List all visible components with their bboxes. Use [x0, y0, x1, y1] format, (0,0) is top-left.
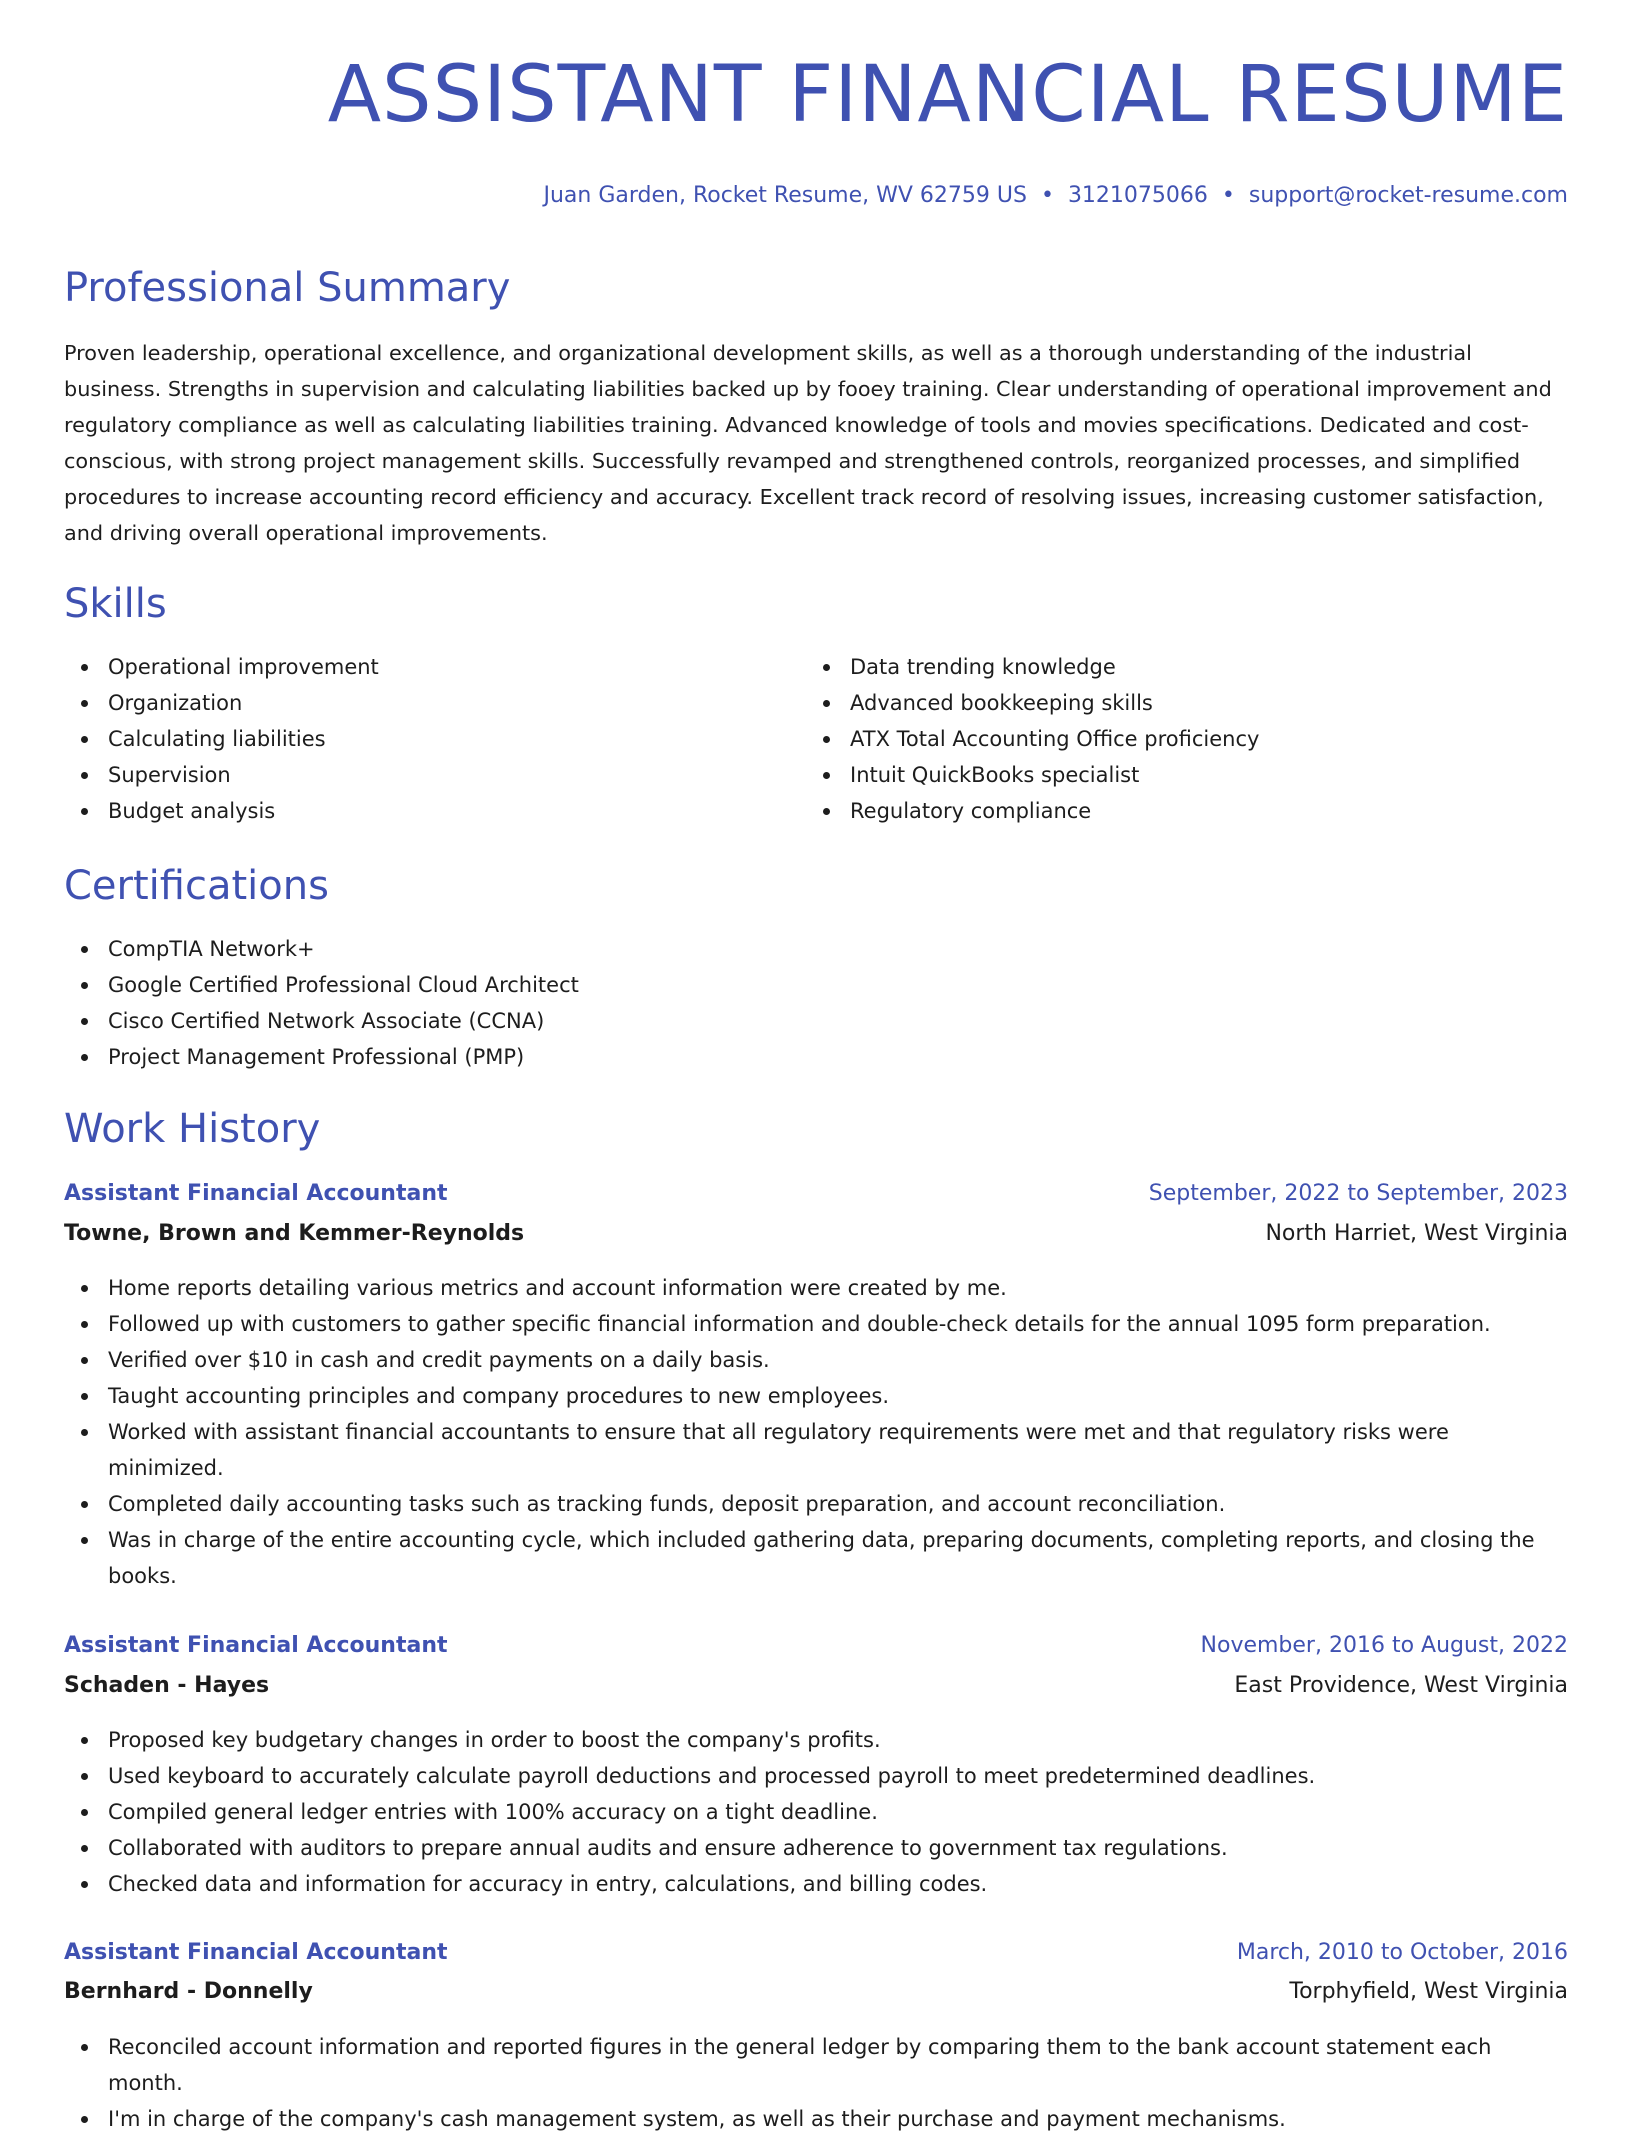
job-company: Schaden - Hayes [64, 1673, 270, 1698]
job-duty: Completed daily accounting tasks such as tracking funds, deposit preparation, and account reconciliation. [64, 1486, 1568, 1522]
skill-item: Advanced bookkeeping skills [806, 685, 1259, 721]
contact-address: Juan Garden, Rocket Resume, WV 62759 US [543, 183, 1027, 208]
work-history-heading: Work History [64, 1106, 321, 1152]
job-title: Assistant Financial Accountant [64, 1633, 448, 1658]
skill-item: Intuit QuickBooks specialist [806, 757, 1259, 793]
job-dates: November, 2016 to August, 2022 [1200, 1633, 1568, 1658]
certification-item: Cisco Certified Network Associate (CCNA) [64, 1003, 579, 1039]
contact-separator: • [1221, 183, 1235, 208]
skills-list-left [64, 649, 379, 829]
certification-item: CompTIA Network+ [64, 931, 579, 967]
skill-item: Supervision [64, 757, 379, 793]
resume-title: ASSISTANT FINANCIAL RESUME [327, 50, 1568, 140]
contact-email[interactable]: support@rocket-resume.com [1248, 183, 1568, 208]
certification-item: Project Management Professional (PMP) [64, 1039, 579, 1075]
job-location: North Harriet, West Virginia [1265, 1221, 1568, 1246]
job-duty: Followed up with customers to gather specific financial information and double-check details for the annual 1095 form preparation. [64, 1306, 1568, 1342]
skill-item: Regulatory compliance [806, 793, 1259, 829]
contact-phone[interactable]: 3121075066 [1067, 183, 1208, 208]
job-duty: Taught accounting principles and company procedures to new employees. [64, 1378, 1568, 1414]
job-duty: Checked data and information for accuracy in entry, calculations, and billing codes. [64, 1866, 1568, 1902]
job-duty: Home reports detailing various metrics and account information were created by me. [64, 1270, 1568, 1306]
certifications-heading: Certifications [64, 863, 329, 909]
job-location: Torphyfield, West Virginia [1289, 1979, 1568, 2004]
job-duties-list [64, 1270, 1568, 1594]
job-duty: I'm in charge of the company's cash management system, as well as their purchase and payment mechanisms. [64, 2101, 1568, 2137]
skill-item: ATX Total Accounting Office proficiency [806, 721, 1259, 757]
summary-heading: Professional Summary [64, 265, 511, 311]
certifications-list [64, 931, 579, 1075]
job-duty: Collaborated with auditors to prepare annual audits and ensure adherence to government tax regulations. [64, 1830, 1568, 1866]
job-company: Bernhard - Donnelly [64, 1979, 313, 2004]
job-duty: Proposed key budgetary changes in order to boost the company's profits. [64, 1722, 1568, 1758]
job-duty: Compiled general ledger entries with 100% accuracy on a tight deadline. [64, 1794, 1568, 1830]
job-duty: Worked with assistant financial accountants to ensure that all regulatory requirements were met and that regulatory risks were minimized. [64, 1414, 1568, 1486]
job-duty: Was in charge of the entire accounting cycle, which included gathering data, preparing documents, completing reports, and closing the books. [64, 1522, 1568, 1594]
skill-item: Data trending knowledge [806, 649, 1259, 685]
skill-item: Organization [64, 685, 379, 721]
skills-list-right [806, 649, 1259, 829]
job-duties-list [64, 2029, 1568, 2137]
job-duties-list [64, 1722, 1568, 1902]
skill-item: Calculating liabilities [64, 721, 379, 757]
job-title: Assistant Financial Accountant [64, 1940, 448, 1965]
contact-separator: • [1040, 183, 1054, 208]
job-title: Assistant Financial Accountant [64, 1181, 448, 1206]
skill-item: Budget analysis [64, 793, 379, 829]
job-duty: Used keyboard to accurately calculate payroll deductions and processed payroll to meet predetermined deadlines. [64, 1758, 1568, 1794]
summary-text: Proven leadership, operational excellence, and organizational development skills, as well as a thorough understanding of the industrial business. Strengths in supervision and calculating liabilities backed up by fooey training. Clear understanding of operational improvement and regulatory compliance as well as calculating liabilities training. Advanced knowledge of tools and movies specifications. Dedicated and cost-conscious, with strong project management skills. Successfully revamped and strengthened controls, reorganized processes, and simplified procedures to increase accounting record efficiency and accuracy. Excellent track record of resolving issues, increasing customer satisfaction, and driving overall operational improvements. [64, 341, 1552, 545]
job-dates: March, 2010 to October, 2016 [1236, 1940, 1568, 1965]
job-duty: Verified over $10 in cash and credit payments on a daily basis. [64, 1342, 1568, 1378]
job-duty: Reconciled account information and reported figures in the general ledger by comparing them to the bank account statement each month. [64, 2029, 1568, 2101]
certification-item: Google Certified Professional Cloud Architect [64, 967, 579, 1003]
contact-line [543, 183, 1568, 208]
skill-item: Operational improvement [64, 649, 379, 685]
job-location: East Providence, West Virginia [1234, 1673, 1568, 1698]
job-dates: September, 2022 to September, 2023 [1148, 1181, 1568, 1206]
skills-heading: Skills [64, 581, 167, 627]
job-company: Towne, Brown and Kemmer-Reynolds [64, 1221, 525, 1246]
